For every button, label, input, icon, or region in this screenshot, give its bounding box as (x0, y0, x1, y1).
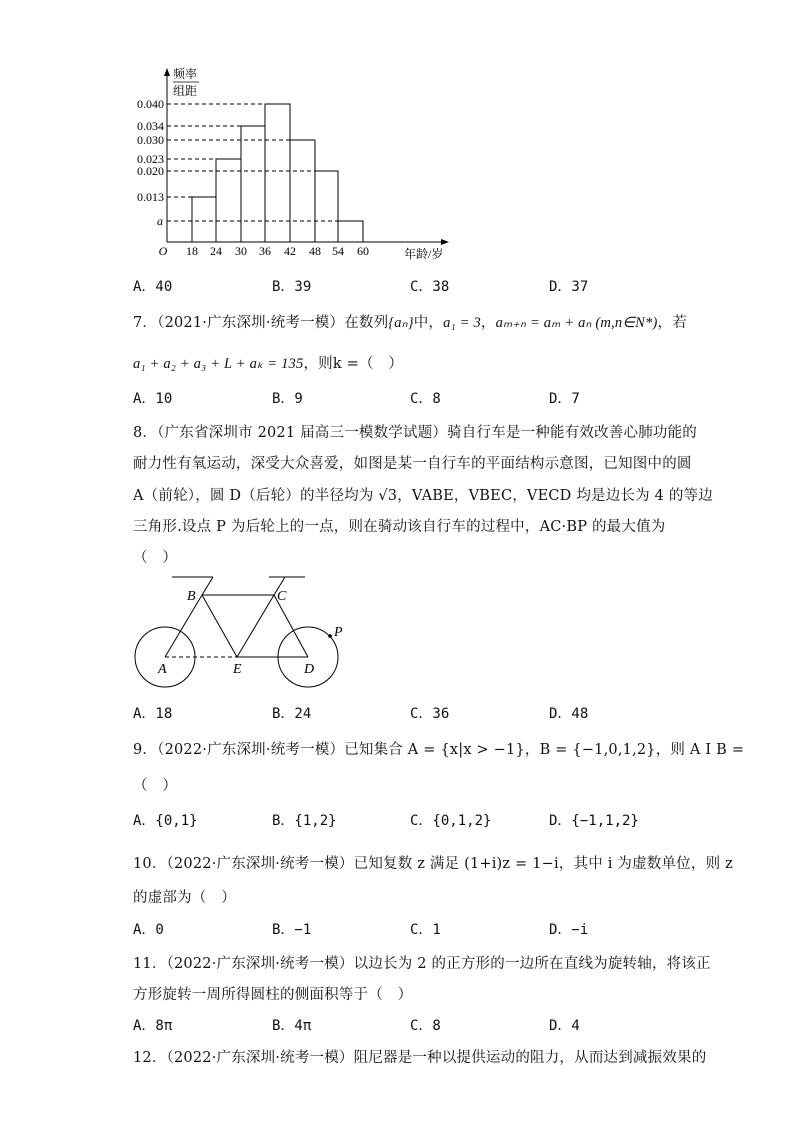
histogram-chart (120, 60, 460, 270)
x-tick: 54 (332, 244, 344, 258)
q6-option-d[interactable]: D．37 (549, 279, 589, 295)
q9-option-d[interactable]: D．{−1,1,2} (549, 813, 639, 829)
q11-option-c[interactable]: C．8 (410, 1018, 441, 1034)
q6-option-a[interactable]: A．40 (133, 279, 173, 295)
q8-option-b[interactable]: B．24 (272, 706, 312, 722)
q11-option-b[interactable]: B．4π (272, 1018, 312, 1034)
y-tick: 0.034 (137, 119, 164, 133)
q10-stem-line1: 10．（2022·广东深圳·统考一模）已知复数 z 满足 (1+i)z = 1−i，其中 i 为虚数单位，则 z (133, 856, 733, 872)
point-label-c: C (277, 589, 287, 604)
q8-option-a[interactable]: A．18 (133, 706, 173, 722)
q11-stem-line1: 11．（2022·广东深圳·统考一模）以边长为 2 的正方形的一边所在直线为旋转轴，将该正 (133, 956, 711, 972)
q7-option-a[interactable]: A．10 (133, 391, 173, 407)
q7-text: ， (480, 315, 496, 331)
q10-option-d[interactable]: D．−i (549, 922, 589, 938)
q11-option-d[interactable]: D．4 (549, 1018, 580, 1034)
point-label-b: B (187, 589, 196, 604)
x-tick: 18 (186, 244, 198, 258)
y-label-bottom: 组距 (173, 84, 198, 98)
q8-stem-line2: 耐力性有氧运动，深受大众喜爱，如图是某一自行车的平面结构示意图，已知图中的圆 (133, 456, 692, 472)
point-label-p: P (334, 625, 343, 640)
point-label-d: D (304, 662, 315, 677)
q9-stem-line2: （ ） (133, 778, 178, 794)
q10-option-a[interactable]: A．0 (133, 922, 164, 938)
q6-option-c[interactable]: C．38 (410, 279, 450, 295)
point-label-a: A (158, 662, 167, 677)
q8-option-d[interactable]: D．48 (549, 706, 589, 722)
q7-sequence: {aₙ} (388, 315, 414, 331)
q7-option-b[interactable]: B．9 (272, 391, 303, 407)
q7-option-c[interactable]: C．8 (410, 391, 441, 407)
y-tick: 0.023 (137, 152, 164, 166)
q11-option-a[interactable]: A．8π (133, 1018, 173, 1034)
y-tick: 0.020 (137, 164, 164, 178)
x-axis-label: 年龄/岁 (404, 247, 444, 261)
q7-prefix: 7．（2021·广东深圳·统考一模）在数列 (133, 315, 389, 331)
y-tick: a (157, 214, 163, 228)
bicycle-diagram (120, 570, 360, 700)
q10-option-b[interactable]: B．−1 (272, 922, 312, 938)
y-label-top: 频率 (173, 67, 198, 81)
q7-text: ，则k =（ ） (303, 356, 404, 372)
q7-text: ，若 (657, 315, 687, 331)
q7-a1: a₁ = 3 (443, 315, 481, 331)
x-tick: 24 (210, 244, 222, 258)
q7-stem-line1 (133, 311, 687, 332)
q7-recurrence: aₘ₊ₙ = aₘ + aₙ (m,n∈N*) (495, 315, 658, 331)
q8-stem-line4: 三角形.设点 P 为后轮上的一点，则在骑动该自行车的过程中，AC·BP 的最大值为 (133, 519, 666, 535)
q9-stem-line1: 9．（2022·广东深圳·统考一模）已知集合 A = {x|x > −1}，B = {−1,0,1,2}，则 A I B = (133, 742, 745, 758)
x-tick: 48 (309, 244, 321, 258)
q10-stem-line2: 的虚部为（ ） (133, 890, 236, 906)
point-label-e: E (233, 662, 242, 677)
x-tick: 42 (284, 244, 296, 258)
q11-stem-line2: 方形旋转一周所得圆柱的侧面积等于（ ） (133, 987, 413, 1003)
q9-option-c[interactable]: C．{0,1,2} (410, 813, 492, 829)
q12-stem-line1: 12．（2022·广东深圳·统考一模）阻尼器是一种以提供运动的阻力，从而达到减振效果的 (133, 1050, 707, 1066)
q6-option-b[interactable]: B．39 (272, 279, 312, 295)
q7-stem-line2 (133, 352, 403, 373)
q10-option-c[interactable]: C．1 (410, 922, 441, 938)
q8-option-c[interactable]: C．36 (410, 706, 450, 722)
x-tick: 30 (235, 244, 247, 258)
y-tick: 0.040 (137, 97, 164, 111)
q9-option-a[interactable]: A．{0,1} (133, 813, 198, 829)
origin-label: O (158, 244, 168, 258)
y-tick: 0.013 (137, 190, 164, 204)
y-tick: 0.030 (137, 133, 164, 147)
q7-text: 中， (413, 315, 444, 331)
q7-sum: a₁ + a₂ + a₃ + L + aₖ = 135 (133, 356, 304, 372)
q8-stem-line3: A（前轮），圆 D（后轮）的半径均为 √3，VABE，VBEC，VECD 均是边长为 4 的等边 (133, 488, 713, 504)
q9-option-b[interactable]: B．{1,2} (272, 813, 337, 829)
q8-stem-line5: （ ） (133, 550, 178, 566)
q7-option-d[interactable]: D．7 (549, 391, 580, 407)
x-tick: 36 (259, 244, 271, 258)
x-tick: 60 (357, 244, 369, 258)
q8-stem-line1: 8．（广东省深圳市 2021 届高三一模数学试题）骑自行车是一种能有效改善心肺功能的 (133, 425, 697, 441)
